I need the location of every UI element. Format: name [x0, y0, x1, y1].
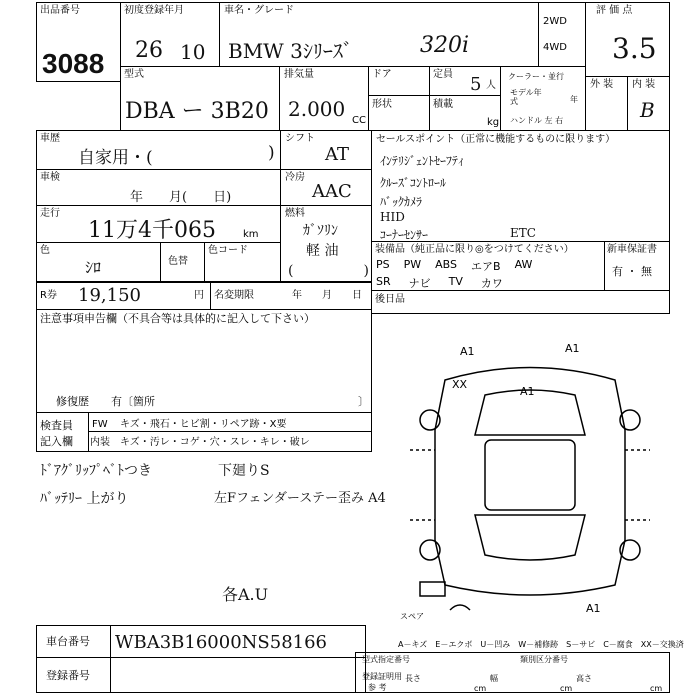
spare-label: スペア — [400, 612, 424, 621]
damage-mark-5: A1 — [586, 602, 601, 615]
width-unit: cm — [560, 684, 573, 693]
equip-airbag: エアB — [471, 260, 501, 273]
interior-grade: B — [640, 98, 655, 122]
equip-navi: ナビ — [408, 277, 431, 290]
score-label: 評 価 点 — [596, 5, 633, 16]
recycle-value: 19,150 — [78, 285, 141, 306]
history-value: 自家用・( — [78, 148, 153, 168]
equip-sr: SR — [376, 275, 391, 288]
interior-row-text: キズ・汚レ・コゲ・穴・スレ・キレ・破レ — [120, 437, 310, 448]
cooler-label: クーラー・並行 — [508, 72, 564, 81]
ref-label: 参 考 — [368, 683, 387, 692]
notes-label: 注意事項申告欄（不具合等は具体的に記入して下さい） — [40, 312, 315, 325]
inspector-divider-v — [88, 412, 89, 452]
note-line-5: 各A.U — [222, 585, 269, 604]
damage-mark-1: A1 — [460, 345, 475, 358]
displacement-value: 2.000 — [288, 97, 346, 121]
color-change-label: 色替 — [168, 256, 188, 267]
sales-point-2: ｸﾙｰｽﾞｺﾝﾄﾛｰﾙ — [380, 176, 447, 190]
model-year-label: モデル年式 — [510, 88, 542, 106]
shift-label: シフト — [285, 133, 315, 144]
damage-mark-2: A1 — [565, 342, 580, 355]
inspector-label: 検査員 — [40, 419, 73, 432]
entry-label: 記入欄 — [40, 435, 73, 448]
recycle-label: R券 — [40, 290, 57, 301]
handle-label: ハンドル 左 右 — [510, 116, 564, 125]
reg-cert-label: 登録証明用 — [362, 672, 402, 681]
2wd-label: 2WD — [543, 16, 567, 27]
fuel-alt: 軽 油 — [306, 243, 339, 259]
model-value: BMW 3ｼﾘｰｽﾞ — [228, 39, 353, 63]
damage-legend: A－キズ E－エクボ U－凹み W－補修跡 S－サビ C－腐食 XX－交換済 — [398, 640, 684, 649]
sales-point-6: ETC — [510, 226, 536, 240]
year-unit: 年 — [570, 95, 578, 104]
fuel-label: 燃料 — [285, 208, 305, 219]
name-change-label: 名変期限 — [214, 290, 254, 301]
damage-mark-3: A1 — [520, 385, 535, 398]
equip-leather: カワ — [480, 277, 503, 290]
grade-value: 320i — [420, 33, 470, 58]
chassis-value: WBA3B16000NS58166 — [115, 632, 328, 653]
inspector-divider-h — [88, 431, 372, 432]
sales-point-3: ﾊﾞｯｸｶﾒﾗ — [380, 195, 423, 209]
equipment-row-2 — [376, 275, 503, 291]
reg-month: 10 — [180, 40, 206, 64]
capacity-unit: 人 — [486, 80, 496, 91]
note-line-3: 下廻りS — [218, 463, 270, 479]
fuel-paren: ( ) — [288, 263, 369, 279]
yen-unit: 円 — [194, 290, 204, 301]
reg-year: 26 — [135, 38, 163, 63]
equip-aw: AW — [514, 258, 533, 271]
equip-abs: ABS — [435, 258, 458, 271]
height-unit: cm — [650, 684, 663, 693]
exterior-label: 外 装 — [590, 79, 614, 90]
car-diagram — [390, 340, 675, 625]
loading-label: 積載 — [433, 99, 453, 110]
after-parts-cell — [371, 290, 670, 314]
sales-point-5: ｺｰﾅｰｾﾝｻｰ — [380, 228, 429, 242]
cooling-value: AAC — [312, 181, 352, 202]
capacity-value: 5 — [470, 74, 482, 95]
4wd-label: 4WD — [543, 42, 567, 53]
chassis-label: 車台番号 — [46, 635, 90, 648]
equip-tv: TV — [448, 275, 463, 288]
fw-label: FW — [92, 419, 108, 430]
repair-close: 〕 — [358, 395, 369, 408]
history-label: 車歴 — [40, 133, 60, 144]
category-number-label: 類別区分番号 — [520, 655, 568, 664]
history-cell — [36, 130, 281, 170]
width-label: 幅 — [490, 674, 498, 683]
inspection-label: 車検 — [40, 172, 60, 183]
type-value: DBA ー 3B20 — [125, 99, 269, 124]
note-line-1: ﾄﾞｱｸﾞﾘｯﾌﾟﾍﾞﾄつき — [40, 463, 152, 479]
doors-label: ドア — [372, 69, 392, 80]
warranty-value: 有 ・ 無 — [612, 265, 652, 278]
sales-point-1: ｲﾝﾃﾘｼﾞｪﾝﾄｾｰﾌﾃｨ — [380, 154, 465, 168]
mileage-value: 11万4千065 — [88, 218, 216, 243]
fuel-value: ｶﾞｿﾘﾝ — [303, 223, 338, 239]
inspection-value: 年 月( 日) — [130, 190, 232, 205]
sales-point-4: HID — [380, 210, 405, 224]
displacement-label: 排気量 — [284, 69, 314, 80]
cooling-label: 冷房 — [285, 172, 305, 183]
interior-row-label: 内装 — [90, 437, 110, 448]
score-value: 3.5 — [612, 32, 657, 65]
first-reg-label: 初度登録年月 — [124, 5, 184, 16]
equip-pw: PW — [403, 258, 422, 271]
damage-mark-4: XX — [452, 378, 468, 391]
color-value: ｼﾛ — [85, 258, 102, 277]
history-close: ) — [268, 143, 275, 163]
note-line-2: ﾊﾞｯﾃﾘｰ 上がり — [40, 491, 129, 507]
after-parts-label: 後日品 — [375, 294, 405, 305]
interior-label: 内 装 — [632, 79, 656, 90]
cc-unit: CC — [352, 115, 366, 126]
km-unit: km — [243, 229, 259, 240]
sales-label: セールスポイント（正常に機能するものに限ります） — [376, 134, 616, 145]
name-change-value: 年 月 日 — [292, 290, 362, 301]
drive-cell — [538, 2, 586, 67]
equipment-row-1 — [376, 258, 532, 274]
repair-label: 修復歴 有〔箇所 — [56, 395, 155, 408]
note-line-4: 左Fフェンダーステー歪み A4 — [214, 491, 386, 506]
height-label: 高さ — [576, 674, 592, 683]
color-label: 色 — [40, 245, 50, 256]
warranty-label: 新車保証書 — [607, 244, 657, 255]
capacity-label: 定員 — [433, 69, 453, 80]
lot-no-value: 3088 — [42, 48, 105, 79]
kg-unit: kg — [487, 117, 500, 128]
equipment-label: 装備品（純正品に限り◎をつけてください） — [375, 244, 574, 255]
fw-text: キズ・飛石・ヒビ割・リペア跡・X要 — [120, 419, 287, 430]
length-label: 長さ — [405, 674, 421, 683]
color-code-label: 色コード — [208, 245, 248, 256]
lot-no-label: 出品番号 — [40, 5, 80, 16]
shift-value: AT — [325, 144, 350, 165]
model-label: 車名・グレード — [224, 5, 294, 16]
equip-ps: PS — [376, 258, 390, 271]
registration-label: 登録番号 — [46, 669, 90, 682]
length-unit: cm — [474, 684, 487, 693]
shape-label: 形状 — [372, 99, 392, 110]
mileage-label: 走行 — [40, 208, 60, 219]
type-label: 型式 — [124, 69, 144, 80]
type-designation-label: 型式指定番号 — [362, 655, 410, 664]
